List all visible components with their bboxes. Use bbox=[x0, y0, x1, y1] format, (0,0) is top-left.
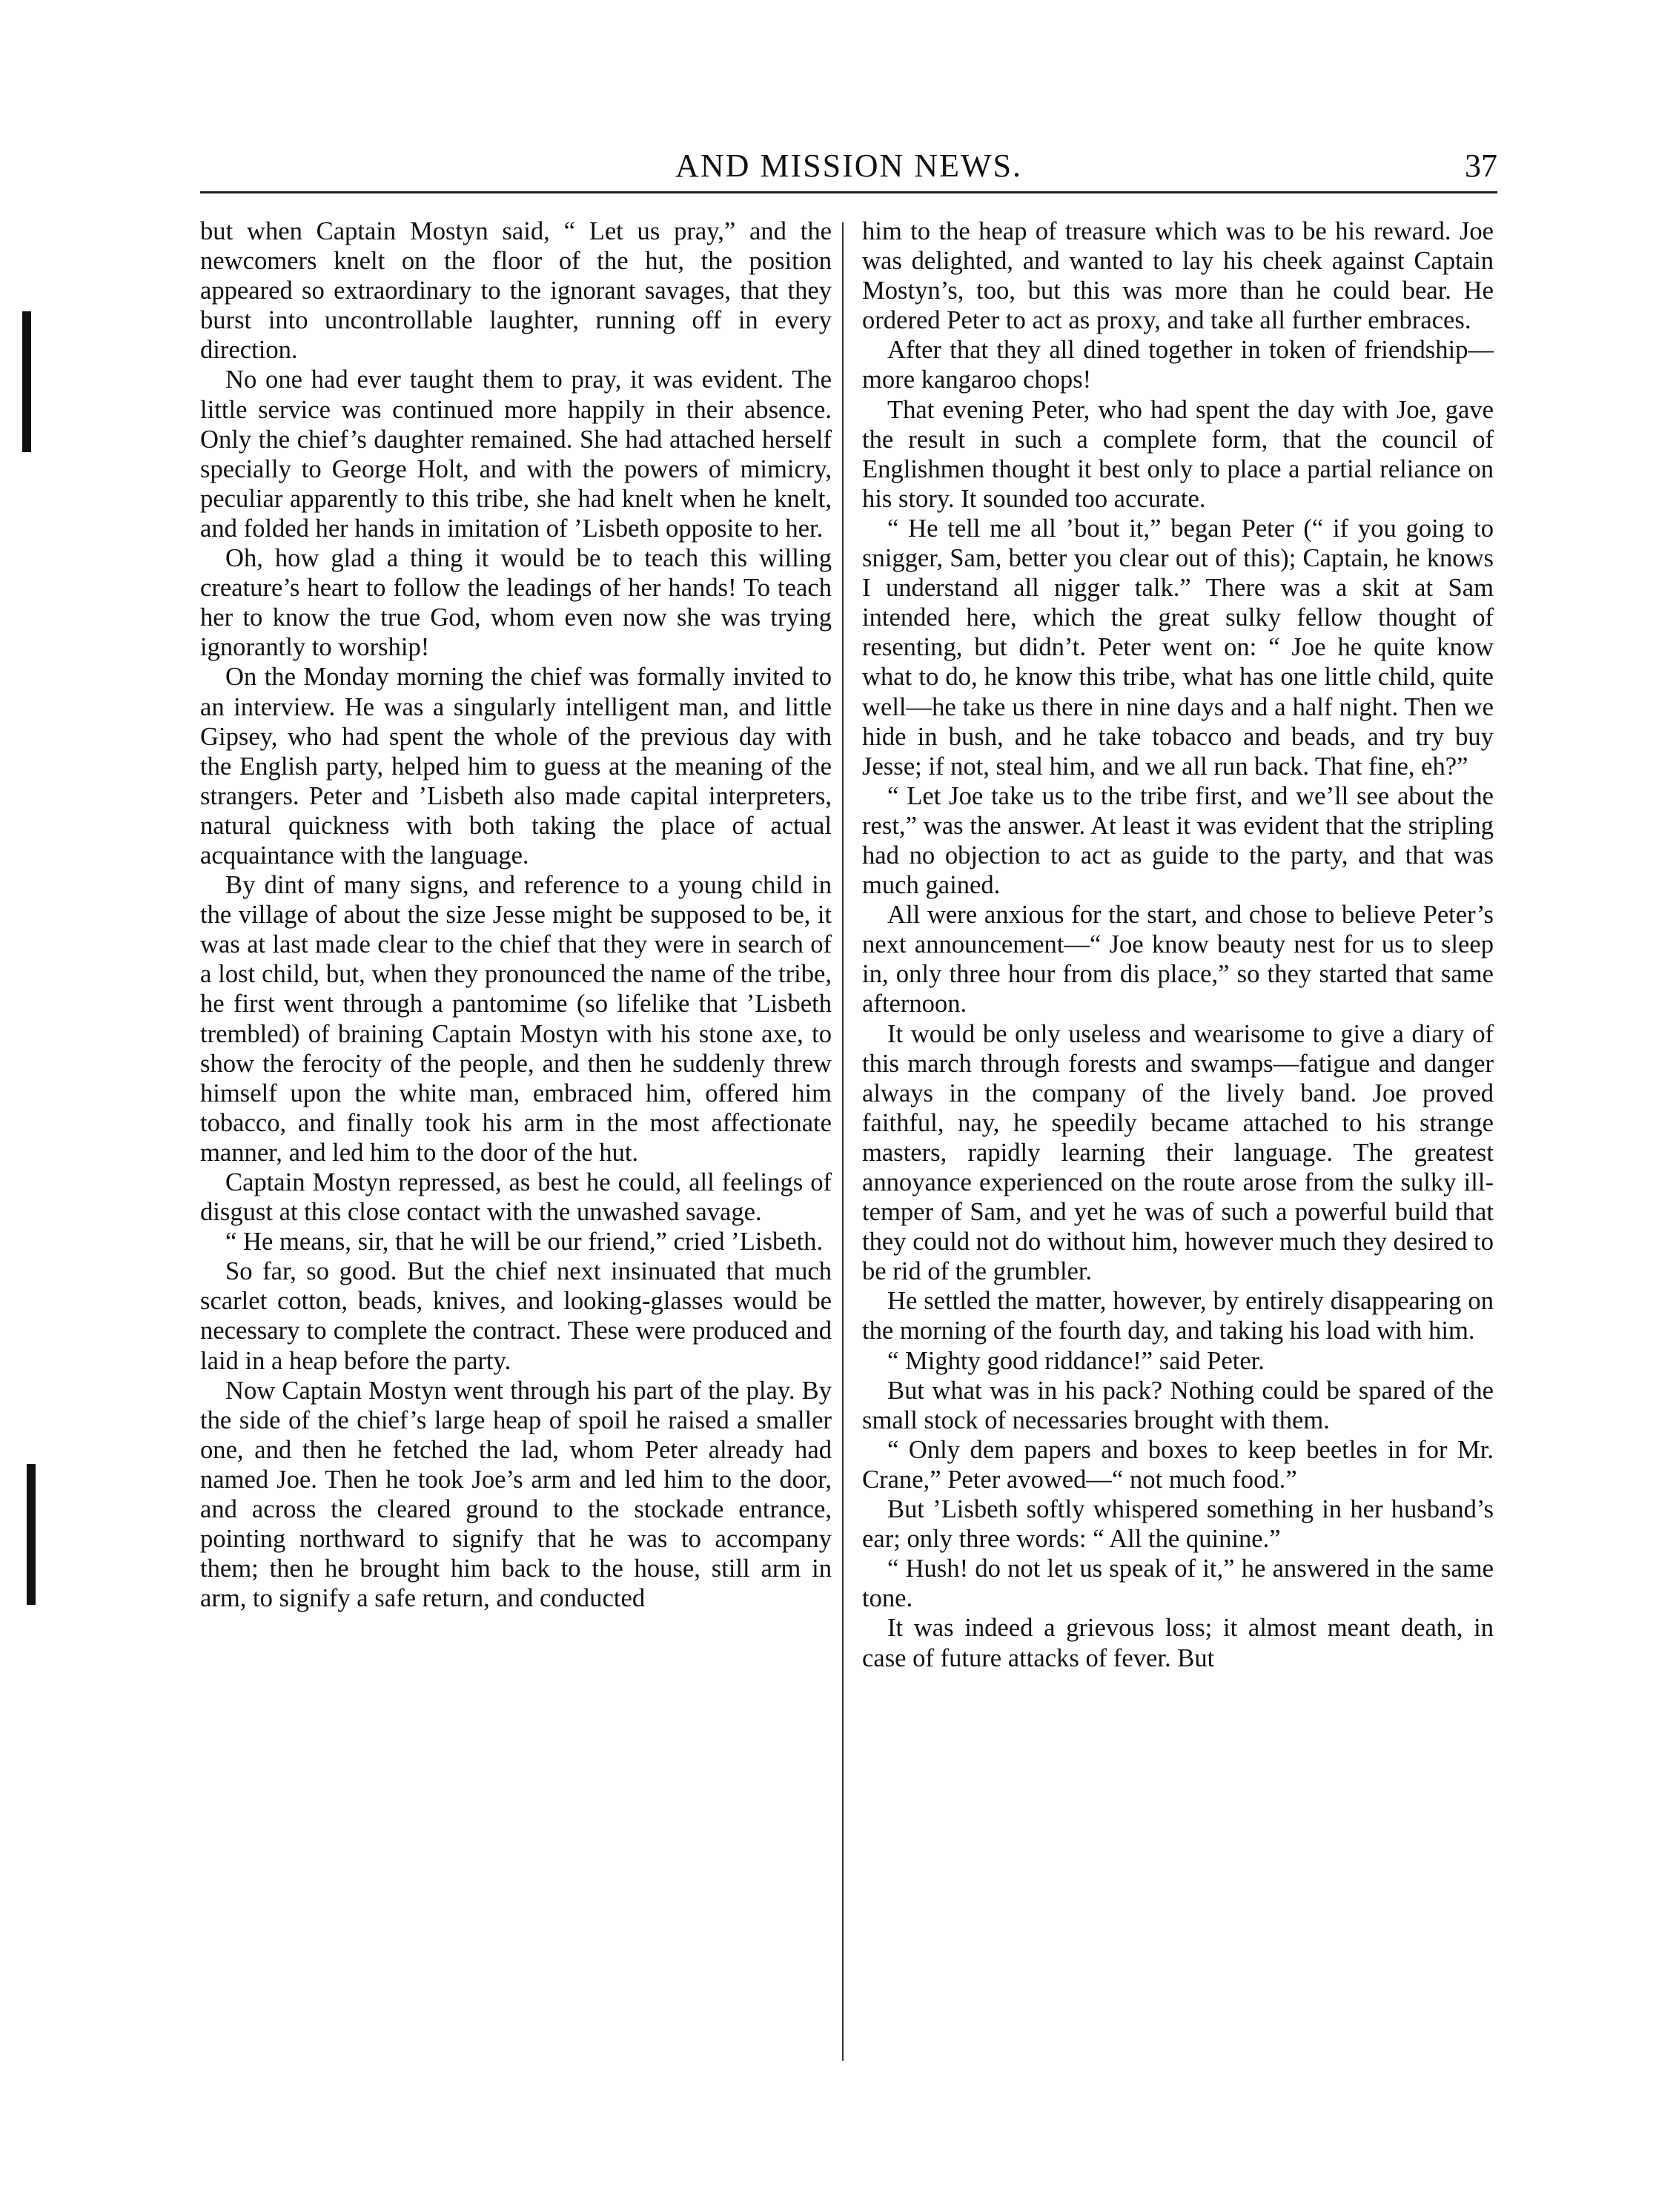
paragraph: By dint of many signs, and reference to a young child in the village of about the size Jesse might be supposed to be, it was at last made clear to the chief that they were in search of a lost child, but, when they pronounced the name of the tribe, he first went through a pantomime (so lifelike that ’Lisbeth trembled) of braining Captain Mostyn with his stone axe, to show the ferocity of the people, and then he suddenly threw himself upon the white man, embraced him, offered him tobacco, and finally took his arm in the most affectionate manner, and led him to the door of the hut. bbox=[200, 871, 832, 1167]
paragraph: On the Monday morning the chief was formally invited to an interview. He was a singularly intelligent man, and little Gipsey, who had spent the whole of the previous day with the English party, helped him to guess at the meaning of the strangers. Peter and ’Lisbeth also made capital interpreters, natural quickness with both taking the place of actual acquaintance with the language. bbox=[200, 663, 832, 870]
paragraph: But what was in his pack? Nothing could be spared of the small stock of necessaries brought with them. bbox=[862, 1376, 1494, 1434]
paragraph: So far, so good. But the chief next insinuated that much scarlet cotton, beads, knives, and looking-glasses would be necessary to complete the contract. These were produced and laid in a heap before the party. bbox=[200, 1257, 832, 1375]
paragraph: After that they all dined together in token of friendship—more kangaroo chops! bbox=[862, 336, 1494, 394]
column-divider bbox=[842, 222, 844, 2061]
right-column bbox=[862, 216, 1494, 1673]
paragraph: That evening Peter, who had spent the day with Joe, gave the result in such a complete form, that the council of Englishmen thought it best only to place a partial reliance on his story. It sounded too accurate. bbox=[862, 395, 1494, 513]
paragraph: Now Captain Mostyn went through his part of the play. By the side of the chief’s large heap of spoil he raised a smaller one, and then he fetched the lad, whom Peter already had named Joe. Then he took Joe’s arm and led him to the door, and across the cleared ground to the stockade entrance, pointing northward to signify that he was to accompany them; then he brought him back to the house, still arm in arm, to signify a safe return, and conducted bbox=[200, 1376, 832, 1613]
paragraph: No one had ever taught them to pray, it was evident. The little service was continued more happily in their absence. Only the chief’s daughter remained. She had attached herself specially to George Holt, and with the powers of mimicry, peculiar apparently to this tribe, she had knelt when he knelt, and folded her hands in imitation of ’Lisbeth opposite to her. bbox=[200, 365, 832, 543]
paragraph: He settled the matter, however, by entirely disappearing on the morning of the fourth day, and taking his load with him. bbox=[862, 1287, 1494, 1345]
margin-mark-top bbox=[22, 311, 31, 452]
paragraph: “ Hush! do not let us speak of it,” he answered in the same tone. bbox=[862, 1554, 1494, 1613]
paragraph: But ’Lisbeth softly whispered something in her husband’s ear; only three words: “ All the quinine.” bbox=[862, 1495, 1494, 1554]
running-header bbox=[200, 145, 1497, 190]
paragraph: Captain Mostyn repressed, as best he could, all feelings of disgust at this close contact with the unwashed savage. bbox=[200, 1168, 832, 1227]
paragraph: Oh, how glad a thing it would be to teach this willing creature’s heart to follow the leadings of her hands! To teach her to know the true God, whom even now she was trying ignorantly to worship! bbox=[200, 544, 832, 662]
paragraph: “ Mighty good riddance!” said Peter. bbox=[887, 1346, 1265, 1375]
paragraph: him to the heap of treasure which was to be his reward. Joe was delighted, and wanted to lay his cheek against Captain Mostyn’s, too, but this was more than he could bear. He ordered Peter to act as proxy, and take all further embraces. bbox=[862, 217, 1494, 335]
paragraph: It would be only useless and wearisome to give a diary of this march through forests and swamps—fatigue and danger always in the company of the lively band. Joe proved faithful, nay, he speedily became attached to his strange masters, rapidly learning their language. The greatest annoyance experienced on the route arose from the sulky ill-temper of Sam, and yet he was of such a powerful build that they could not do without him, however much they desired to be rid of the grumbler. bbox=[862, 1019, 1494, 1286]
page-number: 37 bbox=[1465, 148, 1497, 184]
paragraph: All were anxious for the start, and chose to believe Peter’s next announcement—“ Joe know beauty nest for us to sleep in, only three hour from dis place,” so they started that same afternoon. bbox=[862, 901, 1494, 1019]
paragraph: “ He tell me all ’bout it,” began Peter (“ if you going to snigger, Sam, better you clear out of this); Captain, he knows I understand all nigger talk.” There was a skit at Sam intended here, which the great sulky fellow thought of resenting, but didn’t. Peter went on: “ Joe he quite know what to do, he know this tribe, what has one little child, quite well—he take us there in nine days and a half night. Then we hide in bush, and he take tobacco and beads, and try buy Jesse; if not, steal him, and we all run back. That fine, eh?” bbox=[862, 514, 1494, 781]
left-column bbox=[200, 216, 832, 1613]
paragraph: It was indeed a grievous loss; it almost meant death, in case of future attacks of fever. But bbox=[862, 1614, 1494, 1672]
paragraph: but when Captain Mostyn said, “ Let us pray,” and the newcomers knelt on the floor of the hut, the position appeared so extraordinary to the ignorant savages, that they burst into uncontrollable laughter, running off in every direction. bbox=[200, 217, 832, 365]
paragraph: “ Let Joe take us to the tribe first, and we’ll see about the rest,” was the answer. At least it was evident that the stripling had no objection to act as guide to the party, and that was much gained. bbox=[862, 781, 1494, 900]
header-title: AND MISSION NEWS. bbox=[675, 148, 1022, 184]
paragraph: “ He means, sir, that he will be our friend,” cried ’Lisbeth. bbox=[225, 1228, 824, 1256]
paragraph: “ Only dem papers and boxes to keep beetles in for Mr. Crane,” Peter avowed—“ not much food.” bbox=[862, 1435, 1494, 1494]
header-rule bbox=[200, 191, 1497, 193]
margin-mark-bottom bbox=[27, 1464, 36, 1605]
